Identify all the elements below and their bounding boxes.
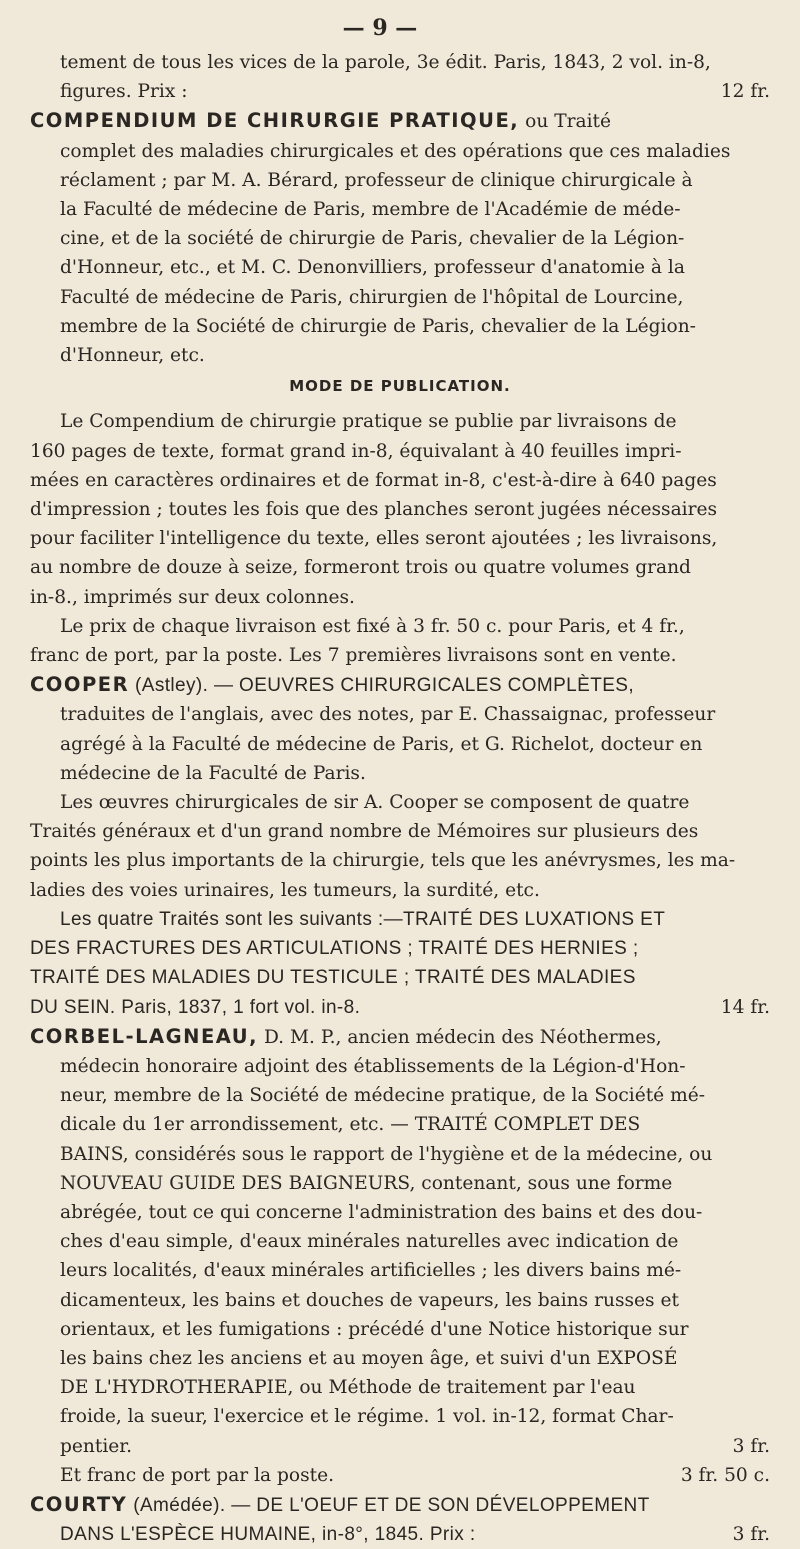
mode-heading: MODE DE PUBLICATION. [289,377,511,396]
cooper-heading: COOPER [30,673,130,697]
courty-heading-line [30,1490,770,1520]
mode-line: mées en caractères ordinaires et de format in-8, c'est-à-dire à 640 pages [30,469,717,491]
compendium-line: la Faculté de médecine de Paris, membre de l'Académie de méde- [60,199,681,221]
cooper-heading-rest: (Astley). — OEUVRES CHIRURGICALES COMPLÈTES, [135,675,635,697]
corbel-line: abrégée, tout ce qui concerne l'administration des bains et des dou- [60,1201,703,1223]
cooper-heading-line [30,670,770,700]
corbel-franc-row [30,1461,770,1490]
compendium-line: membre de la Société de chirurgie de Paris, chevalier de la Légion- [60,315,696,337]
cooper-line: traduites de l'anglais, avec des notes, par E. Chassaignac, professeur [60,704,716,726]
compendium-line: Faculté de médecine de Paris, chirurgien de l'hôpital de Lourcine, [60,286,684,308]
compendium-heading-tail: ou Traité [525,111,612,133]
corbel-line: orientaux, et les fumigations : précédé d'une Notice historique sur [60,1318,689,1340]
mode-line: au nombre de douze à seize, formeront trois ou quatre volumes grand [30,557,691,579]
cooper-treatise-line: TRAITÉ DES MALADIES DU TESTICULE ; TRAITÉ DES MALADIES [30,967,636,989]
corbel-line: neur, membre de la Société de médecine pratique, de la Société mé- [60,1085,705,1107]
page-number: — 9 — [342,15,418,41]
cooper-para-line: Traités généraux et d'un grand nombre de Mémoires sur plusieurs des [30,821,699,843]
mode-line: 160 pages de texte, format grand in-8, équivalant à 40 feuilles impri- [30,440,682,462]
courty-heading: COURTY [30,1492,128,1516]
cooper-line: médecine de la Faculté de Paris. [60,762,366,784]
corbel-price: 3 fr. [732,1435,770,1457]
corbel-pentier: pentier. [60,1435,133,1457]
compendium-line: d'Honneur, etc. [60,345,205,367]
corbel-line: leurs localités, d'eaux minérales artificielles ; les divers bains mé- [60,1260,682,1282]
price-line: Le prix de chaque livraison est fixé à 3 fr. 50 c. pour Paris, et 4 fr., [60,615,685,637]
corbel-line: ches d'eau simple, d'eaux minérales naturelles avec indication de [60,1231,679,1253]
prev-entry-text: figures. Prix : [60,81,188,103]
compendium-line: complet des maladies chirurgicales et des opérations que ces maladies [60,140,731,162]
corbel-price-row [60,1432,770,1461]
cooper-price-row [30,993,770,1022]
cooper-para-line: Les œuvres chirurgicales de sir A. Cooper se composent de quatre [60,792,690,814]
cooper-para-line: points les plus importants de la chirurgie, tels que les anévrysmes, les ma- [30,850,736,872]
cooper-para-line: ladies des voies urinaires, les tumeurs, la surdité, etc. [30,879,540,901]
compendium-line: réclament ; par M. A. Bérard, professeur de clinique chirurgicale à [60,169,693,191]
cooper-treatise-line: DES FRACTURES DES ARTICULATIONS ; TRAITÉ DES HERNIES ; [30,938,639,960]
price-line: franc de port, par la poste. Les 7 premières livraisons sont en vente. [30,645,677,667]
mode-line: d'impression ; toutes les fois que des planches seront jugées nécessaires [30,499,718,521]
mode-line: pour faciliter l'intelligence du texte, elles seront ajoutées ; les livraisons, [30,528,718,550]
courty-price-row [60,1520,770,1549]
prev-entry-line: tement de tous les vices de la parole, 3e édit. Paris, 1843, 2 vol. in-8, [60,52,711,73]
corbel-line: BAINS, considérés sous le rapport de l'hygiène et de la médecine, ou [60,1143,713,1165]
corbel-line: froide, la sueur, l'exercice et le régime. 1 vol. in-12, format Char- [60,1406,674,1428]
cooper-price: 14 fr. [720,996,770,1018]
courty-heading-rest: (Amédée). — DE L'OEUF ET DE SON DÉVELOPPEMENT [133,1494,650,1516]
cooper-last-text: DU SEIN. Paris, 1837, 1 fort vol. in-8. [30,996,361,1018]
corbel-line: NOUVEAU GUIDE DES BAIGNEURS, contenant, sous une forme [60,1172,673,1194]
corbel-line: médecin honoraire adjoint des établissements de la Légion-d'Hon- [60,1055,686,1077]
cooper-treatise-line: Les quatre Traités sont les suivants :—TRAITÉ DES LUXATIONS ET [60,908,666,930]
corbel-heading: CORBEL-LAGNEAU, [30,1024,259,1048]
courty-price: 3 fr. [732,1524,770,1546]
cooper-line: agrégé à la Faculté de médecine de Paris, et G. Richelot, docteur en [60,733,703,755]
corbel-line: les bains chez les anciens et au moyen âge, et suivi d'un EXPOSÉ [60,1347,678,1369]
corbel-franc-price: 3 fr. 50 c. [680,1464,770,1486]
corbel-line: dicamenteux, les bains et douches de vapeurs, les bains russes et [60,1289,679,1311]
page [30,8,770,1549]
compendium-heading: COMPENDIUM DE CHIRURGIE PRATIQUE, [30,109,520,133]
compendium-line: cine, et de la société de chirurgie de Paris, chevalier de la Légion- [60,228,685,250]
mode-line: in-8., imprimés sur deux colonnes. [30,586,355,608]
compendium-line: d'Honneur, etc., et M. C. Denonvilliers, professeur d'anatomie à la [60,257,685,279]
corbel-heading-rest: D. M. P., ancien médecin des Néothermes, [263,1026,662,1048]
courty-last-text: DANS L'ESPÈCE HUMAINE, in-8°, 1845. Prix : [60,1524,476,1546]
prev-entry-price: 12 fr. [720,81,770,103]
corbel-line: DE L'HYDROTHERAPIE, ou Méthode de traitement par l'eau [60,1377,636,1399]
mode-line [30,407,770,436]
compendium-heading-line [30,106,770,136]
corbel-franc-text: Et franc de port par la poste. [60,1464,335,1486]
corbel-line: dicale du 1er arrondissement, etc. — TRAITÉ COMPLET DES [60,1114,641,1136]
prev-entry-price-row [60,77,770,106]
corbel-heading-line [30,1022,770,1052]
mode-line-text: Le Compendium de chirurgie pratique se publie par livraisons de [60,411,677,433]
